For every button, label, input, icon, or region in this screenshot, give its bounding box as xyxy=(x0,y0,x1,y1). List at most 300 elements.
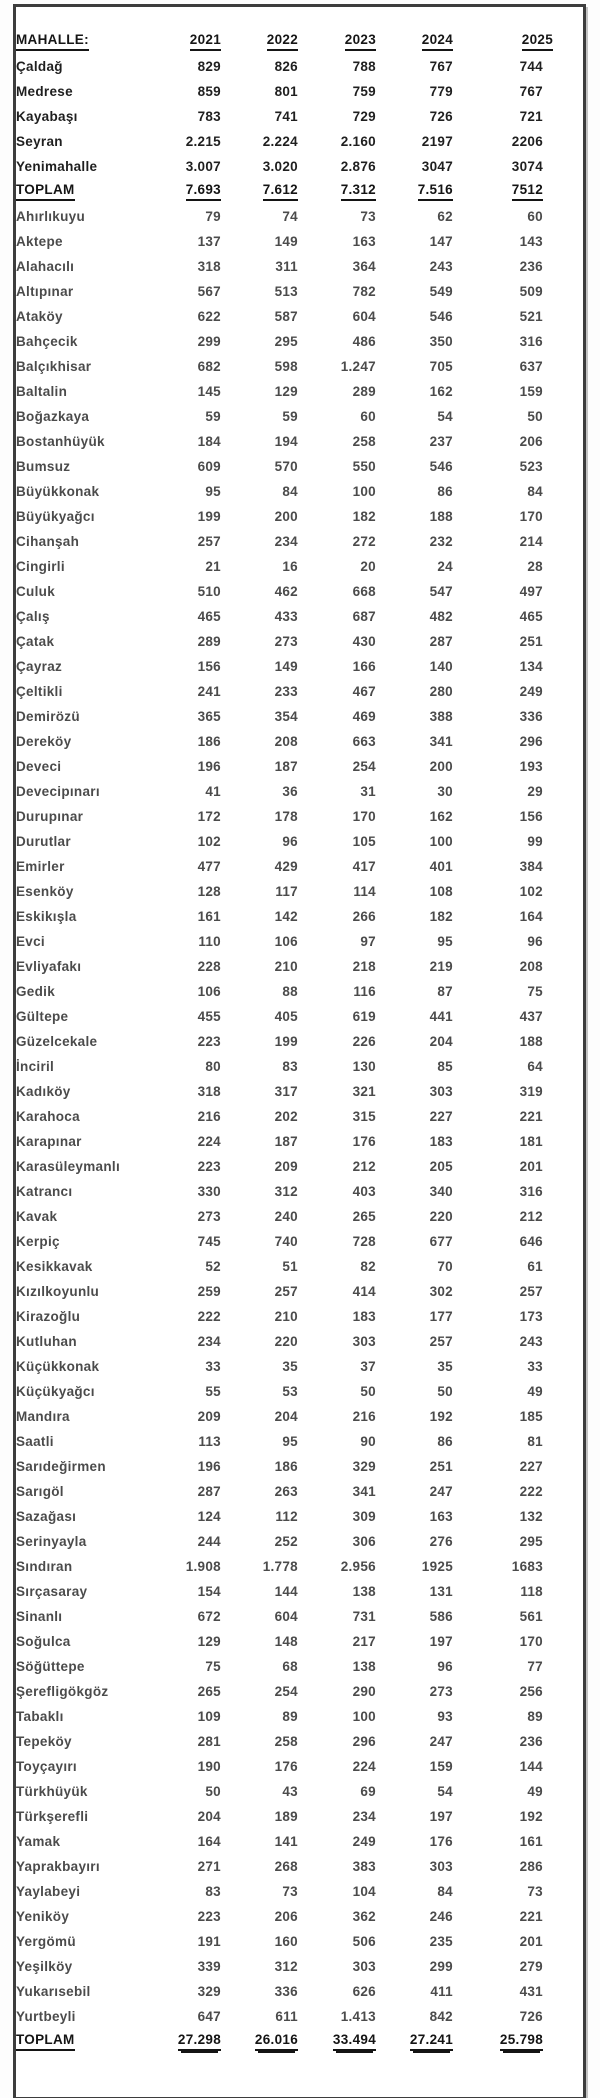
table-row xyxy=(16,1654,583,1679)
value-label: 95 xyxy=(205,484,221,499)
value-label: 95 xyxy=(437,934,453,949)
value-label: 149 xyxy=(274,234,298,249)
value-label: 254 xyxy=(274,1684,298,1699)
row-name-cell xyxy=(16,629,166,654)
value-cell xyxy=(453,1154,583,1179)
value-cell xyxy=(298,1179,376,1204)
value-label: 163 xyxy=(352,234,376,249)
table-row xyxy=(16,54,583,79)
row-name-label: Kavak xyxy=(16,1209,58,1224)
value-label: 547 xyxy=(429,584,453,599)
value-cell xyxy=(298,804,376,829)
value-label: 731 xyxy=(352,1609,376,1624)
row-name-label: Sırçasaray xyxy=(16,1584,88,1599)
value-cell xyxy=(166,804,221,829)
value-label: 100 xyxy=(352,484,376,499)
value-label: 183 xyxy=(352,1309,376,1324)
value-cell xyxy=(453,1854,583,1879)
table-row xyxy=(16,704,583,729)
value-label: 3074 xyxy=(511,159,543,174)
value-label: 109 xyxy=(197,1709,221,1724)
value-cell xyxy=(376,804,453,829)
value-cell xyxy=(166,1804,221,1829)
value-label: 41 xyxy=(205,784,221,799)
row-name-label: Katrancı xyxy=(16,1184,73,1199)
value-cell xyxy=(166,404,221,429)
value-cell xyxy=(298,379,376,404)
row-name-label: Ataköy xyxy=(16,309,63,324)
row-name-label: Şerefligökgöz xyxy=(16,1684,109,1699)
value-cell xyxy=(376,1704,453,1729)
value-label: 289 xyxy=(197,634,221,649)
value-cell xyxy=(166,2029,221,2054)
value-label: 156 xyxy=(519,809,543,824)
value-cell xyxy=(453,1454,583,1479)
row-name-cell xyxy=(16,1054,166,1079)
value-cell xyxy=(376,1454,453,1479)
value-label: 469 xyxy=(352,709,376,724)
row-name-label: Küçükkonak xyxy=(16,1359,100,1374)
value-label: 244 xyxy=(197,1534,221,1549)
table-row xyxy=(16,904,583,929)
value-cell xyxy=(221,1604,298,1629)
table-row xyxy=(16,1079,583,1104)
value-label: 108 xyxy=(429,884,453,899)
value-label: 37 xyxy=(360,1359,376,1374)
table-row xyxy=(16,1129,583,1154)
value-label: 176 xyxy=(352,1134,376,1149)
value-label: 745 xyxy=(197,1234,221,1249)
value-label: 276 xyxy=(429,1534,453,1549)
table-row xyxy=(16,604,583,629)
value-cell xyxy=(166,204,221,229)
value-cell xyxy=(166,1604,221,1629)
value-cell xyxy=(376,154,453,179)
value-label: 729 xyxy=(352,109,376,124)
value-label: 1.778 xyxy=(262,1559,298,1574)
value-cell xyxy=(376,1154,453,1179)
value-cell xyxy=(166,1029,221,1054)
table-row xyxy=(16,1104,583,1129)
value-label: 728 xyxy=(352,1234,376,1249)
value-label: 273 xyxy=(274,634,298,649)
value-cell xyxy=(166,604,221,629)
value-label: 147 xyxy=(429,234,453,249)
value-label: 604 xyxy=(274,1609,298,1624)
value-cell xyxy=(453,154,583,179)
value-cell xyxy=(166,1254,221,1279)
value-cell xyxy=(376,1329,453,1354)
value-label: 51 xyxy=(282,1259,298,1274)
value-cell xyxy=(221,829,298,854)
value-cell xyxy=(221,1654,298,1679)
value-cell xyxy=(221,704,298,729)
value-label: 212 xyxy=(352,1159,376,1174)
value-label: 129 xyxy=(197,1634,221,1649)
value-label: 546 xyxy=(429,459,453,474)
row-name-cell xyxy=(16,404,166,429)
value-cell xyxy=(376,629,453,654)
value-cell xyxy=(453,1754,583,1779)
row-name-cell xyxy=(16,879,166,904)
value-cell xyxy=(453,429,583,454)
row-name-cell xyxy=(16,1129,166,1154)
value-cell xyxy=(221,579,298,604)
value-cell xyxy=(166,1354,221,1379)
table-row xyxy=(16,729,583,754)
value-label: 243 xyxy=(429,259,453,274)
value-cell xyxy=(166,1004,221,1029)
value-label: 73 xyxy=(282,1884,298,1899)
value-label: 441 xyxy=(429,1009,453,1024)
value-label: 243 xyxy=(519,1334,543,1349)
row-name-cell xyxy=(16,554,166,579)
value-cell xyxy=(221,1829,298,1854)
table-row xyxy=(16,829,583,854)
value-cell xyxy=(166,1854,221,1879)
value-label: 60 xyxy=(360,409,376,424)
value-cell xyxy=(166,329,221,354)
table-row xyxy=(16,954,583,979)
value-cell xyxy=(298,1454,376,1479)
value-cell xyxy=(376,1629,453,1654)
value-cell xyxy=(166,1779,221,1804)
value-cell xyxy=(298,229,376,254)
value-cell xyxy=(221,929,298,954)
value-cell xyxy=(453,1079,583,1104)
value-cell xyxy=(298,1379,376,1404)
value-cell xyxy=(166,179,221,204)
value-label: 113 xyxy=(198,1434,221,1449)
value-cell xyxy=(221,1004,298,1029)
value-label: 100 xyxy=(352,1709,376,1724)
value-label: 27.298 xyxy=(178,2033,221,2052)
value-cell xyxy=(298,429,376,454)
table-row xyxy=(16,304,583,329)
value-cell xyxy=(298,1054,376,1079)
value-cell xyxy=(221,1554,298,1579)
value-cell xyxy=(298,1704,376,1729)
value-cell xyxy=(453,1129,583,1154)
value-cell xyxy=(453,1329,583,1354)
value-label: 2.224 xyxy=(262,134,298,149)
row-name-cell xyxy=(16,79,166,104)
value-cell xyxy=(376,104,453,129)
value-label: 160 xyxy=(274,1934,298,1949)
value-label: 156 xyxy=(197,659,221,674)
value-label: 27.241 xyxy=(410,2033,453,2052)
value-cell xyxy=(298,1754,376,1779)
value-label: 95 xyxy=(282,1434,298,1449)
row-name-cell xyxy=(16,1329,166,1354)
value-cell xyxy=(453,1504,583,1529)
value-cell xyxy=(453,1979,583,2004)
row-name-label: Söğüttepe xyxy=(16,1659,85,1674)
value-label: 164 xyxy=(197,1834,221,1849)
value-label: 69 xyxy=(360,1784,376,1799)
value-cell xyxy=(376,1479,453,1504)
value-label: 62 xyxy=(437,209,453,224)
table-row xyxy=(16,1029,583,1054)
value-cell xyxy=(166,1079,221,1104)
value-cell xyxy=(221,179,298,204)
value-cell xyxy=(376,879,453,904)
value-label: 611 xyxy=(275,2009,298,2024)
row-name-cell xyxy=(16,979,166,1004)
value-label: 1683 xyxy=(511,1559,543,1574)
value-label: 318 xyxy=(197,259,221,274)
value-label: 212 xyxy=(519,1209,543,1224)
table-row xyxy=(16,1379,583,1404)
value-cell xyxy=(376,1054,453,1079)
value-label: 50 xyxy=(205,1784,221,1799)
value-label: 24 xyxy=(437,559,453,574)
value-cell xyxy=(453,554,583,579)
value-cell xyxy=(376,654,453,679)
row-name-cell xyxy=(16,654,166,679)
value-label: 234 xyxy=(274,534,298,549)
value-cell xyxy=(298,829,376,854)
row-name-cell xyxy=(16,179,166,204)
value-cell xyxy=(376,1904,453,1929)
value-cell xyxy=(221,1804,298,1829)
value-cell xyxy=(376,1104,453,1129)
table-row xyxy=(16,1329,583,1354)
value-cell xyxy=(453,1304,583,1329)
value-label: 497 xyxy=(519,584,543,599)
value-label: 299 xyxy=(429,1959,453,1974)
row-name-label: Evliyafakı xyxy=(16,959,82,974)
row-name-label: Esenköy xyxy=(16,884,74,899)
value-cell xyxy=(221,429,298,454)
value-cell xyxy=(221,204,298,229)
value-label: 100 xyxy=(429,834,453,849)
value-cell xyxy=(453,1779,583,1804)
value-label: 176 xyxy=(274,1759,298,1774)
table-row xyxy=(16,1004,583,1029)
value-cell xyxy=(376,904,453,929)
value-cell xyxy=(298,779,376,804)
value-label: 259 xyxy=(197,1284,221,1299)
value-cell xyxy=(221,1729,298,1754)
value-label: 279 xyxy=(519,1959,543,1974)
row-name-label: Kerpiç xyxy=(16,1234,60,1249)
value-cell xyxy=(453,304,583,329)
value-label: 759 xyxy=(352,84,376,99)
row-name-cell xyxy=(16,1379,166,1404)
value-label: 197 xyxy=(429,1809,453,1824)
value-label: 315 xyxy=(352,1109,376,1124)
value-cell xyxy=(376,929,453,954)
value-cell xyxy=(298,204,376,229)
value-label: 482 xyxy=(429,609,453,624)
value-label: 265 xyxy=(197,1684,221,1699)
row-name-cell xyxy=(16,1529,166,1554)
value-label: 3047 xyxy=(421,159,453,174)
value-label: 186 xyxy=(197,734,221,749)
value-label: 199 xyxy=(274,1034,298,1049)
value-cell xyxy=(221,854,298,879)
value-cell xyxy=(166,1954,221,1979)
row-name-cell xyxy=(16,279,166,304)
value-label: 647 xyxy=(197,2009,221,2024)
row-name-cell xyxy=(16,154,166,179)
value-cell xyxy=(221,254,298,279)
value-label: 549 xyxy=(429,284,453,299)
table-row xyxy=(16,1679,583,1704)
value-label: 251 xyxy=(429,1459,453,1474)
table-row xyxy=(16,1279,583,1304)
value-cell xyxy=(298,279,376,304)
row-name-cell xyxy=(16,1429,166,1454)
value-cell xyxy=(166,2004,221,2029)
value-label: 181 xyxy=(519,1134,543,1149)
year-label: 2023 xyxy=(345,33,376,51)
value-label: 506 xyxy=(352,1934,376,1949)
row-name-label: Yeniköy xyxy=(16,1909,70,1924)
value-label: 220 xyxy=(274,1334,298,1349)
value-label: 783 xyxy=(197,109,221,124)
value-label: 251 xyxy=(519,634,543,649)
value-label: 477 xyxy=(197,859,221,874)
row-name-label: Seyran xyxy=(16,134,63,149)
value-cell xyxy=(166,354,221,379)
value-label: 767 xyxy=(519,84,543,99)
value-cell xyxy=(376,729,453,754)
value-label: 50 xyxy=(360,1384,376,1399)
row-name-cell xyxy=(16,1279,166,1304)
value-cell xyxy=(166,429,221,454)
value-label: 316 xyxy=(519,334,543,349)
value-cell xyxy=(166,1454,221,1479)
value-label: 417 xyxy=(352,859,376,874)
row-name-label: Kayabaşı xyxy=(16,109,78,124)
value-cell xyxy=(453,1954,583,1979)
value-label: 233 xyxy=(274,684,298,699)
value-label: 177 xyxy=(429,1309,453,1324)
value-label: 383 xyxy=(352,1859,376,1874)
value-cell xyxy=(166,1754,221,1779)
row-name-cell xyxy=(16,1729,166,1754)
row-name-label: Ahırlıkuyu xyxy=(16,209,86,224)
table-header xyxy=(16,29,583,54)
value-cell xyxy=(221,304,298,329)
value-cell xyxy=(221,1054,298,1079)
value-label: 189 xyxy=(274,1809,298,1824)
value-label: 144 xyxy=(274,1584,298,1599)
value-cell xyxy=(221,1954,298,1979)
value-label: 234 xyxy=(197,1334,221,1349)
row-name-label: Sazağası xyxy=(16,1509,77,1524)
value-label: 2.876 xyxy=(340,159,376,174)
value-cell xyxy=(453,254,583,279)
value-cell xyxy=(298,1779,376,1804)
value-cell xyxy=(221,54,298,79)
value-label: 429 xyxy=(274,859,298,874)
table-row xyxy=(16,779,583,804)
row-name-label: Demirözü xyxy=(16,709,80,724)
table-row xyxy=(16,854,583,879)
value-label: 224 xyxy=(197,1134,221,1149)
value-label: 201 xyxy=(519,1934,543,1949)
value-label: 677 xyxy=(429,1234,453,1249)
value-label: 249 xyxy=(519,684,543,699)
value-cell xyxy=(221,1754,298,1779)
value-cell xyxy=(221,1979,298,2004)
value-cell xyxy=(221,1304,298,1329)
value-cell xyxy=(221,1404,298,1429)
value-label: 567 xyxy=(197,284,221,299)
value-cell xyxy=(376,1254,453,1279)
value-label: 192 xyxy=(429,1409,453,1424)
value-label: 521 xyxy=(519,309,543,324)
row-name-label: Gültepe xyxy=(16,1009,69,1024)
table-row xyxy=(16,1404,583,1429)
value-label: 54 xyxy=(437,409,453,424)
value-cell xyxy=(376,1754,453,1779)
value-label: 148 xyxy=(274,1634,298,1649)
value-label: 234 xyxy=(352,1809,376,1824)
value-cell xyxy=(166,1179,221,1204)
value-label: 16 xyxy=(282,559,298,574)
value-label: 1.413 xyxy=(340,2009,376,2024)
value-cell xyxy=(376,1554,453,1579)
value-cell xyxy=(166,79,221,104)
value-cell xyxy=(453,379,583,404)
table-row xyxy=(16,1804,583,1829)
value-cell xyxy=(376,2029,453,2054)
value-label: 273 xyxy=(197,1209,221,1224)
value-cell xyxy=(221,1579,298,1604)
value-label: 201 xyxy=(519,1159,543,1174)
value-cell xyxy=(376,1204,453,1229)
value-label: 486 xyxy=(352,334,376,349)
value-cell xyxy=(453,79,583,104)
value-cell xyxy=(376,1679,453,1704)
row-name-cell xyxy=(16,1004,166,1029)
value-cell xyxy=(221,979,298,1004)
row-name-cell xyxy=(16,604,166,629)
value-cell xyxy=(453,679,583,704)
value-cell xyxy=(166,254,221,279)
value-label: 36 xyxy=(282,784,298,799)
value-cell xyxy=(298,754,376,779)
value-label: 138 xyxy=(352,1659,376,1674)
value-cell xyxy=(298,1929,376,1954)
value-label: 222 xyxy=(197,1309,221,1324)
row-name-label: Toyçayırı xyxy=(16,1759,77,1774)
table-row xyxy=(16,1204,583,1229)
value-label: 241 xyxy=(197,684,221,699)
value-cell xyxy=(376,829,453,854)
value-label: 96 xyxy=(527,934,543,949)
row-name-cell xyxy=(16,1404,166,1429)
value-label: 97 xyxy=(360,934,376,949)
row-name-cell xyxy=(16,504,166,529)
value-cell xyxy=(453,829,583,854)
value-label: 199 xyxy=(197,509,221,524)
value-label: 826 xyxy=(274,59,298,74)
year-label: 2021 xyxy=(190,33,221,51)
value-cell xyxy=(221,1779,298,1804)
value-label: 249 xyxy=(352,1834,376,1849)
value-label: 80 xyxy=(205,1059,221,1074)
value-cell xyxy=(221,1504,298,1529)
table-row xyxy=(16,1354,583,1379)
value-label: 362 xyxy=(352,1909,376,1924)
value-label: 637 xyxy=(519,359,543,374)
value-label: 206 xyxy=(274,1909,298,1924)
